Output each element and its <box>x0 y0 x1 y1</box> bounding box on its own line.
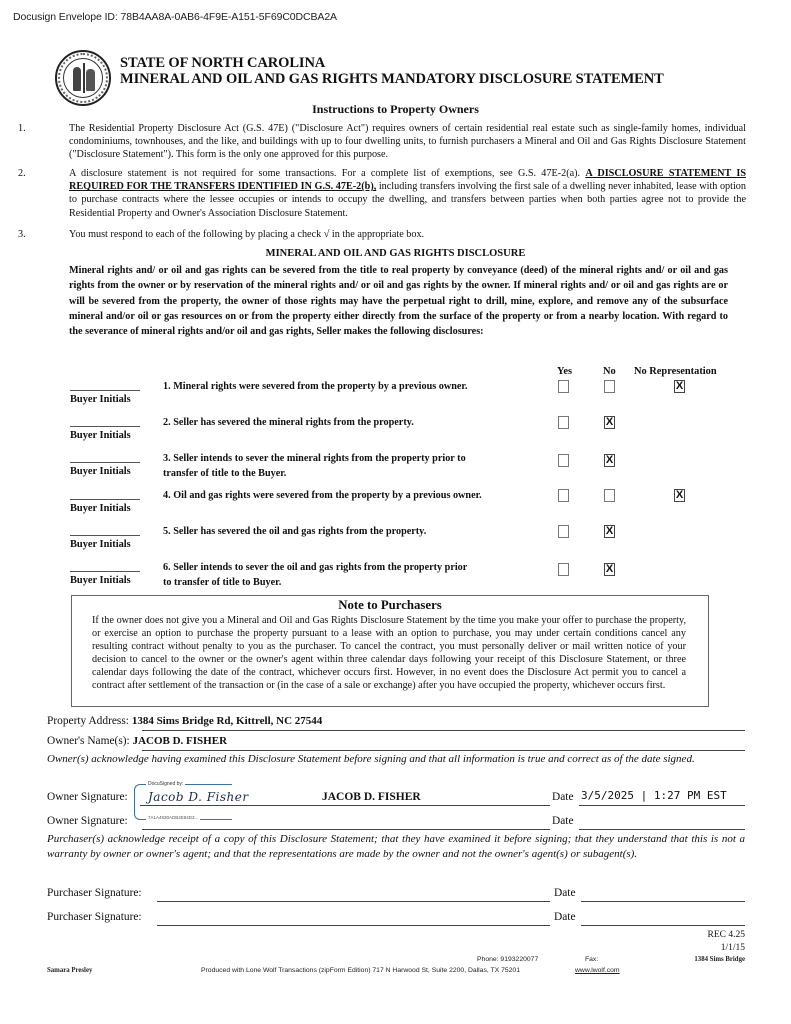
docusigned-by-label: DocuSigned by: <box>148 781 184 787</box>
seal-figure-right <box>86 69 95 91</box>
yes-checkbox[interactable] <box>558 416 569 429</box>
disclosure-question-row <box>0 450 791 486</box>
column-header-yes: Yes <box>557 366 573 377</box>
no-representation-checkbox[interactable]: X <box>675 380 684 392</box>
question-text <box>163 416 543 431</box>
owner-acknowledgement: Owner(s) acknowledge having examined this Disclosure Statement before signing and that all information is true and correct as of the date signed. <box>47 753 695 765</box>
owner-signature-1-date-label: Date <box>552 791 574 803</box>
owner-name-label: Owner's Name(s): <box>47 735 130 747</box>
owner-signature-1-script[interactable]: Jacob D. Fisher <box>148 790 249 804</box>
yes-checkbox[interactable] <box>558 525 569 538</box>
disclosure-question-row <box>0 378 791 414</box>
seal-center <box>63 58 103 98</box>
owner-signature-1-line <box>140 805 550 806</box>
question-line-1: 2. Seller has severed the mineral rights from the property. <box>163 417 414 428</box>
property-address-row <box>47 715 322 727</box>
instructions-heading: Instructions to Property Owners <box>312 102 479 116</box>
form-title-main: MINERAL AND OIL AND GAS RIGHTS MANDATORY DISCLOSURE STATEMENT <box>120 71 664 87</box>
buyer-initials-line[interactable] <box>70 499 140 500</box>
footer-phone: Phone: 9193220077 <box>477 956 539 963</box>
purchaser-signature-2-date-line[interactable] <box>581 925 745 926</box>
buyer-initials-line[interactable] <box>70 462 140 463</box>
question-text <box>163 561 543 590</box>
instruction-text <box>69 167 746 220</box>
question-line-1: 3. Seller intends to sever the mineral rights from the property prior to <box>163 453 466 464</box>
no-checkbox[interactable] <box>604 380 615 393</box>
question-text <box>163 452 543 481</box>
disclosure-paragraph: Mineral rights and/ or oil and gas rights can be severed from the title to real property by conveyance (deed) of the mineral rights and/ or oil and gas rights from the owner or by reservation of the mineral rights and/ or oil and gas rights by the owner. If mineral rights and/ or oil and gas rights are or will be severed from the property, the owner of those rights may have the perpetual right to drill, mine, explore, and remove any of the subsurface mineral and/or oil or gas resources on or from the property either directly from the surface of the property or from a nearby location. With regard to the severance of mineral rights and/or oil and gas rights, Seller makes the following disclosures: <box>69 265 728 338</box>
purchaser-acknowledgement: Purchaser(s) acknowledge receipt of a copy of this Disclosure Statement; that they have examined it before signing; that they understand that this is not a warranty by owner or owner's agent; and that the representations are made by the owner and not the owner's agent(s) or subagent(s). <box>47 833 745 860</box>
property-address-line <box>142 730 745 731</box>
owner-signature-1-label: Owner Signature: <box>47 791 128 803</box>
question-line-1: 5. Seller has severed the oil and gas rights from the property. <box>163 526 427 537</box>
owner-signature-2-label: Owner Signature: <box>47 815 128 827</box>
yes-checkbox[interactable] <box>558 563 569 576</box>
purchaser-signature-2-label: Purchaser Signature: <box>47 911 142 923</box>
form-revision-date: 1/1/15 <box>720 943 745 953</box>
form-title-state: STATE OF NORTH CAROLINA <box>120 55 326 71</box>
buyer-initials-label: Buyer Initials <box>70 575 131 586</box>
question-line-1: 6. Seller intends to sever the oil and gas rights from the property prior <box>163 562 468 573</box>
seal-figure-left <box>73 67 81 91</box>
instruction-text: You must respond to each of the following by placing a check √ in the appropriate box. <box>69 229 425 240</box>
owner-name-line <box>142 750 745 751</box>
question-text <box>163 525 543 540</box>
no-checkbox[interactable]: X <box>605 454 614 466</box>
buyer-initials-label: Buyer Initials <box>70 466 131 477</box>
note-body: If the owner does not give you a Mineral and Oil and Gas Rights Disclosure Statement by the time you make your offer to purchase the property, or exercise an option to purchase the property pursuant to a lease with an option to purchase, you may under certain conditions cancel any resulting contract without penalty to you as the purchaser. To cancel the contract, you must personally deliver or mail written notice of your decision to cancel to the owner or the owner's agent within three calendar days following your receipt of this Disclosure Statement, or three calendar days following the date of the contract, whichever occurs first. However, in no event does the Disclosure Act permit you to cancel a contract after settlement of the transaction or (in the case of a sale or exchange) after you have occupied the property, whichever occurs first. <box>92 615 686 691</box>
no-checkbox[interactable] <box>604 489 615 502</box>
footer-fax: Fax: <box>585 956 599 963</box>
question-line-1: 4. Oil and gas rights were severed from the property by a previous owner. <box>163 490 482 501</box>
instruction-text: The Residential Property Disclosure Act (G.S. 47E) ("Disclosure Act") requires owners of certain residential real estate such as single-family homes, individual condominiums, townhouses, and the like, and buildings with up to four dwelling units, to furnish purchasers a Mineral and Oil and Gas Rights Disclosure Statement ("Disclosure Statement"). This form is the only one approved for this purpose. <box>69 123 746 161</box>
purchaser-signature-1-date-label: Date <box>554 887 576 899</box>
yes-checkbox[interactable] <box>558 380 569 393</box>
question-line-2: to transfer of title to Buyer. <box>163 576 282 588</box>
note-title: Note to Purchasers <box>338 598 442 612</box>
owner-signature-2-date-line[interactable] <box>579 829 745 830</box>
column-header-no: No <box>603 366 616 377</box>
buyer-initials-line[interactable] <box>70 571 140 572</box>
footer-file-name: 1384 Sims Bridge <box>694 956 745 963</box>
form-code: REC 4.25 <box>707 930 745 940</box>
no-checkbox[interactable]: X <box>605 416 614 428</box>
instruction-item-3 <box>18 228 746 241</box>
docusign-signature-id: 7A1A4930ADB4E84D3... <box>148 815 199 820</box>
yes-checkbox[interactable] <box>558 454 569 467</box>
question-text <box>163 489 543 504</box>
disclosure-question-row <box>0 559 791 595</box>
property-address-label: Property Address: <box>47 715 129 727</box>
instruction-text-part: A disclosure statement is not required for some transactions. For a complete list of exemptions, see G.S. 47E-2(a). <box>69 168 586 179</box>
question-line-2: transfer of title to the Buyer. <box>163 467 287 479</box>
owner-signature-2-date-label: Date <box>552 815 574 827</box>
instruction-number: 1. <box>18 123 26 134</box>
yes-checkbox[interactable] <box>558 489 569 502</box>
purchaser-signature-1-line[interactable] <box>157 901 550 902</box>
no-representation-checkbox[interactable]: X <box>675 489 684 501</box>
footer-link[interactable]: www.lwolf.com <box>575 967 620 974</box>
buyer-initials-line[interactable] <box>70 426 140 427</box>
purchaser-signature-2-date-label: Date <box>554 911 576 923</box>
note-to-purchasers-box <box>71 595 709 707</box>
footer-agent-name: Samara Presley <box>47 967 93 974</box>
disclosure-question-row <box>0 414 791 450</box>
instruction-item-1 <box>18 122 746 162</box>
disclosure-heading: MINERAL AND OIL AND GAS RIGHTS DISCLOSURE <box>265 248 526 259</box>
purchaser-signature-2-line[interactable] <box>157 925 550 926</box>
owner-signature-1-date-value[interactable]: 3/5/2025 | 1:27 PM EST <box>581 789 727 802</box>
owner-name-value[interactable]: JACOB D. FISHER <box>132 735 228 747</box>
disclosure-question-row <box>0 523 791 559</box>
instruction-number: 3. <box>18 229 26 240</box>
owner-signature-1-date-line <box>579 805 745 806</box>
buyer-initials-label: Buyer Initials <box>70 430 131 441</box>
no-checkbox[interactable]: X <box>605 525 614 537</box>
owner-signature-2-line[interactable] <box>142 829 550 830</box>
owner-signature-1-printed-name: JACOB D. FISHER <box>322 791 421 803</box>
footer-produced-with: Produced with Lone Wolf Transactions (zipForm Edition) 717 N Harwood St, Suite 2200, Dallas, TX 75201 <box>201 967 520 974</box>
buyer-initials-line[interactable] <box>70 535 140 536</box>
question-line-1: 1. Mineral rights were severed from the property by a previous owner. <box>163 381 468 392</box>
instruction-item-2 <box>18 167 746 220</box>
state-seal-icon <box>55 50 111 106</box>
owner-name-row <box>47 735 227 747</box>
purchaser-signature-1-label: Purchaser Signature: <box>47 887 142 899</box>
buyer-initials-label: Buyer Initials <box>70 394 131 405</box>
buyer-initials-line[interactable] <box>70 390 140 391</box>
no-checkbox[interactable]: X <box>605 563 614 575</box>
seal-pole <box>83 63 85 93</box>
instruction-emphasis: A DISCLOSURE STATEMENT IS REQUIRED FOR THE TRANSFERS IDENTIFIED IN G.S. 47E-2(b), <box>69 168 746 193</box>
buyer-initials-label: Buyer Initials <box>70 539 131 550</box>
column-header-no-representation: No Representation <box>634 366 717 377</box>
docusign-envelope-id: Docusign Envelope ID: 78B4AA8A-0AB6-4F9E-A151-5F69C0DCBA2A <box>13 11 337 23</box>
disclosure-question-row <box>0 487 791 523</box>
question-text <box>163 380 543 395</box>
instruction-text-part: including transfers involving the first sale of a dwelling never inhabited, lease with option to purchase contracts where the lessee occupies or intends to occupy the dwelling, and transfers between parties when both parties agree not to provide the Residential Property and Owner's Association Disclosure Statement. <box>69 181 746 219</box>
property-address-value[interactable]: 1384 Sims Bridge Rd, Kittrell, NC 27544 <box>131 715 323 727</box>
buyer-initials-label: Buyer Initials <box>70 503 131 514</box>
purchaser-signature-1-date-line[interactable] <box>581 901 745 902</box>
instruction-number: 2. <box>18 168 26 179</box>
